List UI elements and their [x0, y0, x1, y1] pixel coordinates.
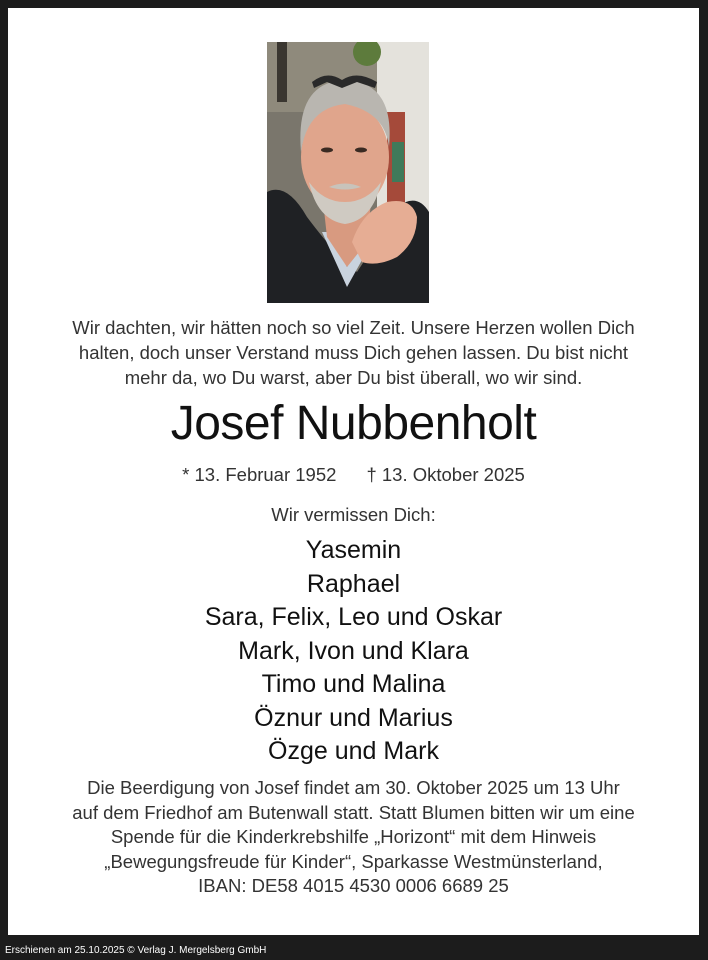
mourner-name: Öznur und Marius: [254, 703, 453, 732]
deceased-name: Josef Nubbenholt: [170, 397, 537, 450]
funeral-line: Spende für die Kinderkrebshilfe „Horizont“ mit dem Hinweis: [110, 826, 597, 847]
mourners-heading: Wir vermissen Dich:: [271, 504, 436, 525]
funeral-line: IBAN: DE58 4015 4530 0006 6689 25: [198, 875, 509, 896]
portrait-photo: [267, 42, 429, 303]
life-dates: [8, 463, 699, 487]
funeral-line: auf dem Friedhof am Butenwall statt. Statt Blumen bitten wir um eine: [72, 801, 635, 823]
birth-date: * 13. Februar 1952: [182, 464, 337, 485]
funeral-line: „Bewegungsfreude für Kinder“, Sparkasse Westmünsterland,: [104, 850, 603, 872]
funeral-details: [18, 776, 689, 899]
mourner-name: Timo und Malina: [261, 670, 446, 698]
quote-line: mehr da, wo Du warst, aber Du bist überall, wo wir sind.: [124, 367, 583, 388]
mourner-name: Yasemin: [305, 536, 402, 564]
quote-line: halten, doch unser Verstand muss Dich gehen lassen. Du bist nicht: [78, 342, 629, 363]
obituary-card: [8, 8, 699, 935]
publication-footer: Erschienen am 25.10.2025 © Verlag J. Mergelsberg GmbH: [5, 945, 267, 956]
mourner-name: Özge und Mark: [268, 737, 439, 765]
mourner-name: Raphael: [306, 569, 401, 598]
death-date: † 13. Oktober 2025: [366, 464, 525, 485]
mourner-name: Sara, Felix, Leo und Oskar: [204, 603, 503, 631]
memorial-quote: [28, 315, 679, 390]
quote-line: Wir dachten, wir hätten noch so viel Zeit. Unsere Herzen wollen Dich: [72, 317, 635, 338]
funeral-line: Die Beerdigung von Josef findet am 30. Oktober 2025 um 13 Uhr: [87, 777, 620, 798]
mourners-list: [8, 534, 699, 769]
portrait-illustration: [267, 42, 429, 303]
mourner-name: Mark, Ivon und Klara: [238, 636, 469, 665]
